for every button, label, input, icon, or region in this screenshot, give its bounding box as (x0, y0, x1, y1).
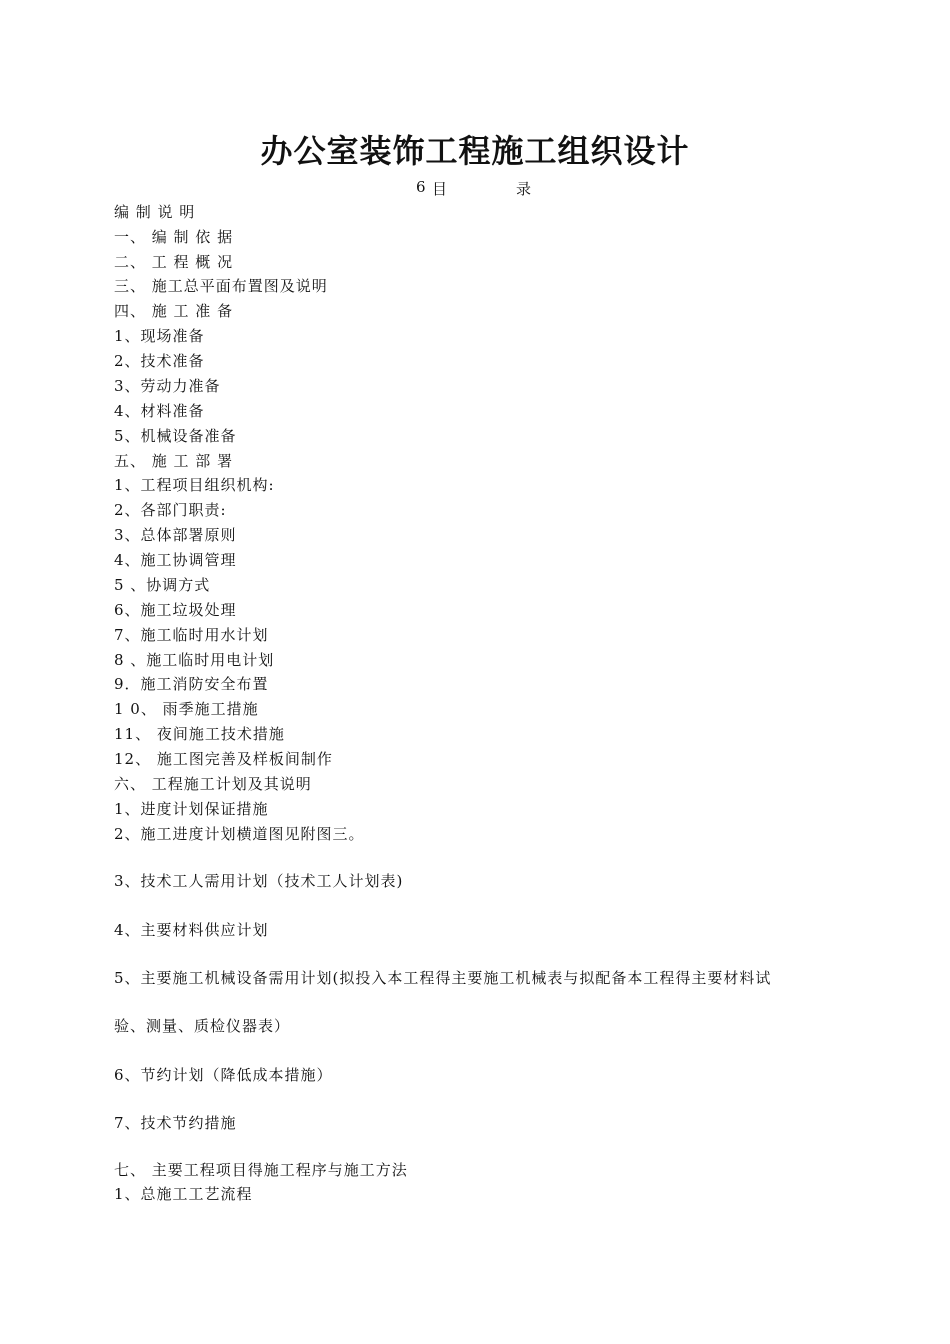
toc-item: 验、测量、质检仪器表） (114, 1017, 291, 1035)
document-title: 办公室装饰工程施工组织设计 (260, 132, 690, 170)
toc-item: 9．施工消防安全布置 (114, 675, 269, 693)
toc-heading-word-mu: 目 (432, 180, 448, 198)
toc-item: 2、各部门职责: (114, 501, 227, 519)
toc-item: 3、技术工人需用计划（技术工人计划表) (114, 872, 404, 890)
toc-item: 8 、施工临时用电计划 (114, 651, 275, 669)
toc-item: 11、 夜间施工技术措施 (114, 725, 285, 743)
toc-item: 7、施工临时用水计划 (114, 626, 269, 644)
toc-item: 3、劳动力准备 (114, 377, 221, 395)
toc-item: 6、节约计划（降低成本措施） (114, 1066, 333, 1084)
toc-item: 12、 施工图完善及样板间制作 (114, 750, 333, 768)
toc-item: 一、 编 制 依 据 (114, 228, 234, 246)
toc-item: 1、总施工工艺流程 (114, 1185, 253, 1203)
toc-item: 七、 主要工程项目得施工程序与施工方法 (114, 1161, 408, 1179)
toc-item: 二、 工 程 概 况 (114, 253, 234, 271)
toc-item: 六、 工程施工计划及其说明 (114, 775, 312, 793)
toc-item: 四、 施 工 准 备 (114, 302, 234, 320)
toc-item: 五、 施 工 部 署 (114, 452, 234, 470)
toc-item: 3、总体部署原则 (114, 526, 237, 544)
toc-item: 5、主要施工机械设备需用计划(拟投入本工程得主要施工机械表与拟配备本工程得主要材料试 (114, 969, 772, 987)
toc-item: 4、主要材料供应计划 (114, 921, 269, 939)
toc-item: 6、施工垃圾处理 (114, 601, 237, 619)
toc-item: 1、现场准备 (114, 327, 205, 345)
toc-item: 编 制 说 明 (114, 203, 196, 221)
toc-heading-word-lu: 录 (516, 180, 532, 198)
toc-item: 三、 施工总平面布置图及说明 (114, 277, 328, 295)
toc-heading-mark: 6 (416, 178, 426, 196)
toc-item: 5、机械设备准备 (114, 427, 237, 445)
toc-item: 5 、协调方式 (114, 576, 211, 594)
toc-item: 4、材料准备 (114, 402, 205, 420)
toc-item: 2、施工进度计划横道图见附图三。 (114, 825, 365, 843)
toc-item: 1、工程项目组织机构: (114, 476, 275, 494)
toc-item: 7、技术节约措施 (114, 1114, 237, 1132)
toc-item: 4、施工协调管理 (114, 551, 237, 569)
toc-item: 2、技术准备 (114, 352, 205, 370)
toc-item: 1、进度计划保证措施 (114, 800, 269, 818)
toc-item: 1 0、 雨季施工措施 (114, 700, 259, 718)
